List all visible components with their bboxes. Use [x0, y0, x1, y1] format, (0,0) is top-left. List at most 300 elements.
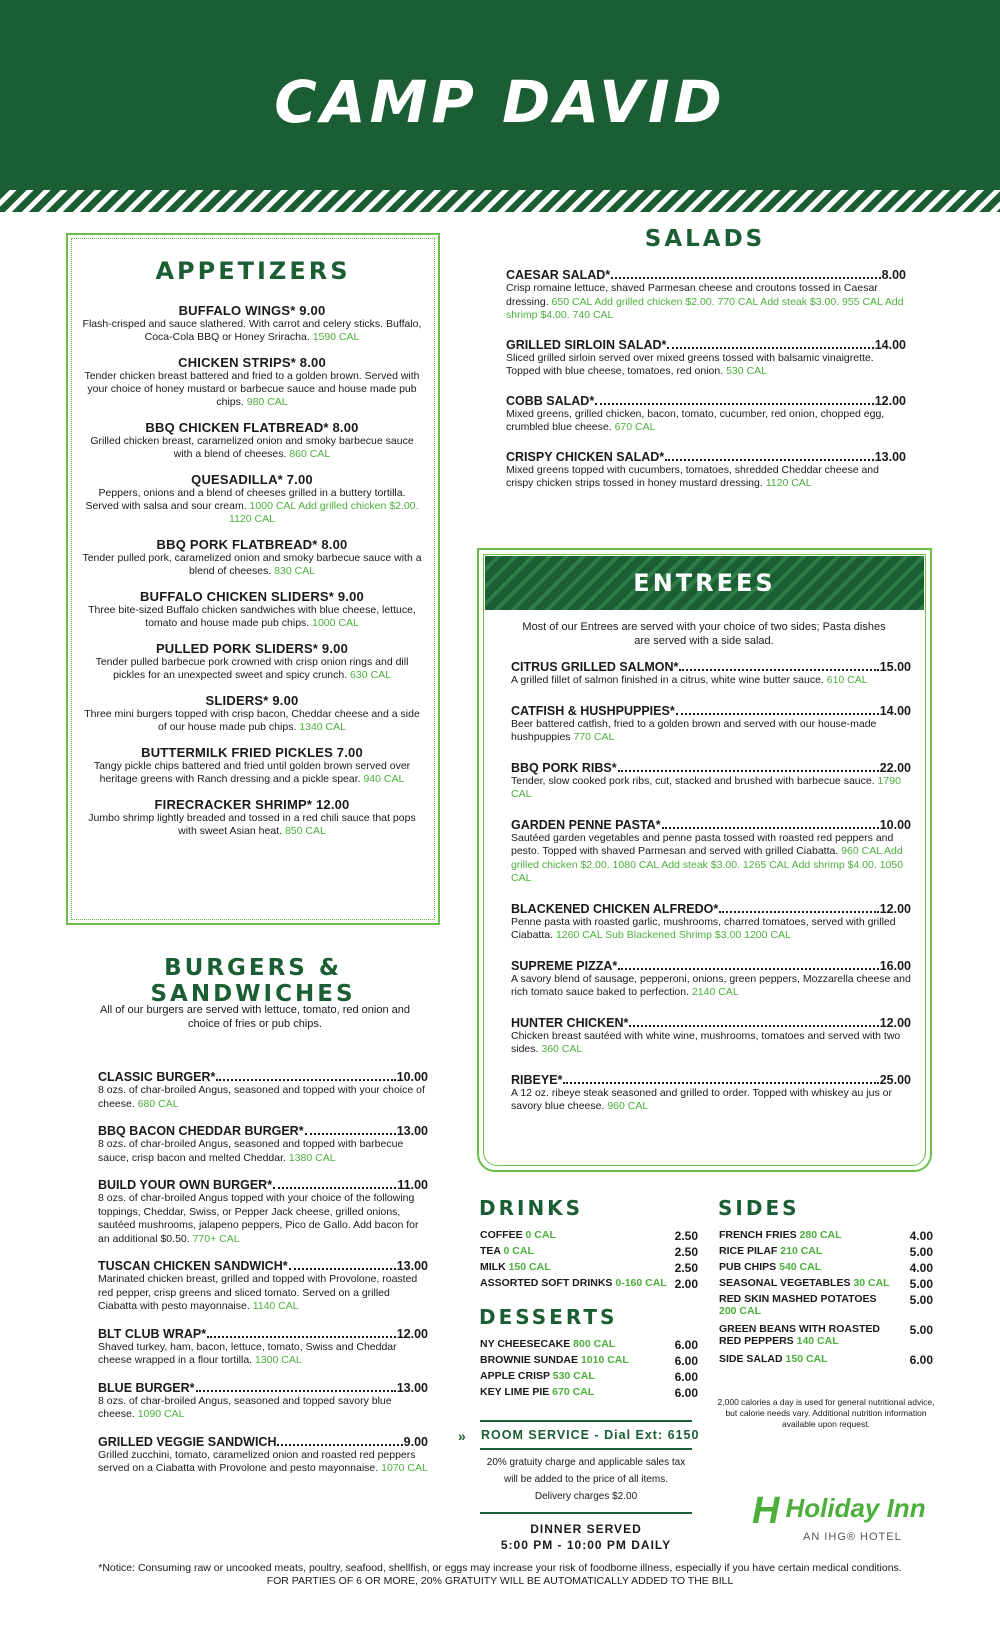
- entrees-box: [477, 548, 932, 1172]
- entree-item: [511, 660, 911, 688]
- appetizer-description: [82, 708, 422, 734]
- appetizer-description: [82, 318, 422, 344]
- salad-desc-text: Mixed greens topped with cucumbers, tomatoes, shredded Cheddar cheese and crispy chicken strips tossed in honey mustard dressing.: [506, 463, 879, 489]
- entree-item: [511, 704, 911, 745]
- side-name: SIDE SALAD: [719, 1353, 783, 1365]
- drink-row: [480, 1277, 698, 1293]
- appetizer-item: [82, 355, 422, 409]
- entree-price: 25.00: [879, 1072, 911, 1087]
- side-calories: 200 CAL: [719, 1305, 762, 1317]
- appetizer-calories: 860 CAL: [289, 448, 331, 460]
- dessert-label: [480, 1338, 615, 1354]
- drink-label: [480, 1261, 551, 1277]
- appetizer-calories: 1340 CAL: [299, 721, 346, 733]
- entree-name: BLACKENED CHICKEN ALFREDO*: [511, 901, 719, 916]
- dot-leader: [563, 1073, 878, 1084]
- dot-leader: [196, 1381, 396, 1392]
- burger-item: [98, 1381, 428, 1422]
- salad-title-row: [506, 394, 906, 408]
- dessert-name: APPLE CRISP: [480, 1370, 550, 1382]
- dinner-time: 5:00 PM - 10:00 PM DAILY: [500, 1538, 672, 1552]
- dot-leader: [618, 761, 879, 772]
- side-row: [719, 1261, 933, 1277]
- burger-calories: 1300 CAL: [255, 1354, 302, 1366]
- appetizer-calories: 630 CAL: [350, 669, 391, 681]
- entree-name: CITRUS GRILLED SALMON*: [511, 660, 679, 674]
- restaurant-title: CAMP DAVID: [274, 68, 726, 136]
- appetizer-description: [82, 812, 422, 838]
- salad-description: [506, 352, 906, 379]
- dessert-label: [480, 1354, 629, 1370]
- burger-name: BLUE BURGER*: [98, 1380, 195, 1395]
- side-calories: 210 CAL: [780, 1245, 823, 1257]
- salad-item: [506, 268, 906, 323]
- side-name: PUB CHIPS: [719, 1261, 777, 1273]
- entree-name: HUNTER CHICKEN*: [511, 1015, 629, 1030]
- burger-description: [98, 1084, 428, 1111]
- dessert-row: [480, 1338, 698, 1354]
- entree-title-row: [511, 660, 911, 674]
- gratuity-text: 20% gratuity charge and applicable sales tax will be added to the price of all items.: [486, 1457, 686, 1485]
- appetizer-item: [82, 420, 422, 461]
- appetizer-item: [82, 693, 422, 734]
- appetizer-description: [82, 604, 422, 630]
- entrees-note: Most of our Entrees are served with your choice of two sides; Pasta dishes are served with a side salad.: [522, 621, 886, 647]
- side-price: 4.00: [909, 1229, 933, 1243]
- burger-item: [98, 1124, 428, 1165]
- entree-desc-text: A grilled fillet of salmon finished in a citrus, white wine butter sauce.: [511, 674, 824, 686]
- appetizer-calories: 850 CAL: [284, 825, 326, 837]
- dessert-name: BROWNIE SUNDAE: [480, 1354, 579, 1366]
- appetizer-desc-text: Tender pulled pork, caramelized onion and smoky barbecue sauce with a blend of cheeses.: [82, 552, 422, 577]
- entree-title-row: [511, 1073, 911, 1087]
- side-calories: 150 CAL: [785, 1353, 828, 1365]
- salad-desc-text: Crisp romaine lettuce, shaved Parmesan cheese and croutons tossed in Caesar dressing.: [506, 282, 878, 308]
- dessert-label: [480, 1370, 595, 1386]
- entree-price: 16.00: [879, 958, 911, 973]
- entree-desc-text: Beer battered catfish, fried to a golden brown and served with our house-made hushpuppies: [511, 717, 877, 743]
- dessert-price: 6.00: [674, 1386, 698, 1400]
- burger-item: [98, 1259, 428, 1314]
- entree-price: 10.00: [879, 817, 911, 832]
- burger-calories: 1090 CAL: [137, 1408, 185, 1420]
- appetizer-calories: 940 CAL: [363, 773, 405, 785]
- entree-price: 12.00: [879, 901, 911, 916]
- holiday-inn-logo: [752, 1490, 926, 1533]
- dot-leader: [305, 1124, 396, 1135]
- appetizer-desc-text: Tender pulled barbecue pork crowned with crisp onion rings and dill pickles for an unexpected sweet and spicy crunch.: [95, 656, 409, 681]
- salad-item: [506, 450, 906, 491]
- burger-title-row: [98, 1178, 428, 1192]
- side-calories: 30 CAL: [853, 1277, 890, 1289]
- burger-item: [98, 1178, 428, 1246]
- burger-name: GRILLED VEGGIE SANDWICH: [98, 1434, 277, 1449]
- drink-row: [480, 1245, 698, 1261]
- entree-calories: 960 CAL Add grilled chicken $2.00. 1080 CAL Add steak $3.00. 1265 CAL Add shrimp $4.00. 1050 CAL: [511, 845, 904, 884]
- appetizer-desc-text: Tangy pickle chips battered and fried until golden brown served over heritage greens with Ranch dressing and a pickle spear.: [93, 760, 411, 785]
- appetizer-name: QUESADILLA* 7.00: [191, 472, 313, 487]
- burger-price: 9.00: [403, 1434, 428, 1449]
- entree-desc-text: Chicken breast sautéed with white wine, mushrooms, tomatoes and served with two sides.: [511, 1029, 901, 1055]
- drink-label: [480, 1277, 667, 1293]
- dot-leader: [207, 1327, 396, 1338]
- entree-desc-text: A savory blend of sausage, pepperoni, onions, green peppers, Mozzarella cheese and rich tomato sauce baked to perfection.: [511, 972, 911, 998]
- salad-title-row: [506, 450, 906, 464]
- side-row: [719, 1323, 933, 1353]
- salad-item: [506, 394, 906, 435]
- side-calories: 280 CAL: [799, 1229, 842, 1241]
- dot-leader: [667, 338, 873, 349]
- appetizer-calories: 980 CAL: [246, 396, 288, 408]
- dot-leader: [676, 704, 879, 715]
- dessert-calories: 1010 CAL: [580, 1354, 629, 1366]
- salad-name: GRILLED SIRLOIN SALAD*: [506, 337, 667, 352]
- room-service-top-rule: [480, 1420, 692, 1422]
- appetizer-item: [82, 797, 422, 838]
- entree-price: 15.00: [879, 660, 911, 674]
- delivery-text: Delivery charges $2.00: [534, 1491, 638, 1502]
- drink-calories: 150 CAL: [508, 1261, 551, 1273]
- appetizers-title: APPETIZERS: [155, 257, 351, 285]
- appetizer-desc-text: Grilled chicken breast, caramelized onion and smoky barbecue sauce with a blend of cheeses.: [90, 435, 414, 460]
- appetizer-name: BUFFALO WINGS* 9.00: [178, 303, 326, 318]
- side-row: [719, 1245, 933, 1261]
- appetizer-desc-text: Peppers, onions and a blend of cheeses grilled in a buttery tortilla. Served with salsa and sour cream.: [85, 487, 406, 512]
- appetizer-description: [82, 760, 422, 786]
- entree-description: [511, 775, 911, 802]
- burger-item: [98, 1070, 428, 1111]
- burger-calories: 680 CAL: [137, 1097, 179, 1110]
- entree-calories: 1790 CAL: [511, 774, 901, 800]
- entree-title-row: [511, 704, 911, 718]
- dessert-calories: 530 CAL: [552, 1370, 595, 1382]
- salad-price: 12.00: [874, 393, 906, 408]
- desserts-title: DESSERTS: [479, 1305, 618, 1329]
- entree-title-row: [511, 761, 911, 775]
- appetizer-desc-text: Three mini burgers topped with crisp bacon, Cheddar cheese and a side of our house made pub chips.: [84, 708, 420, 733]
- entree-calories: 2140 CAL: [691, 986, 739, 998]
- salad-name: CAESAR SALAD*: [506, 268, 611, 282]
- dot-leader: [611, 268, 880, 279]
- burger-desc-text: Grilled zucchini, tomato, caramelized onion and roasted red peppers served on a Ciabatta with Provolone and pesto mayonnaise.: [98, 1448, 416, 1474]
- burger-title-row: [98, 1259, 428, 1273]
- dessert-price: 6.00: [674, 1354, 698, 1368]
- burger-desc-text: Marinated chicken breast, grilled and topped with Provolone, roasted red pepper, crisp greens and sliced tomato. Served on a grilled Ciabatta with pesto mayonnaise.: [98, 1273, 418, 1312]
- side-label: [719, 1353, 828, 1369]
- entree-item: [511, 902, 911, 943]
- side-label: [719, 1245, 822, 1261]
- entree-desc-text: Tender, slow cooked pork ribs, cut, stacked and brushed with barbecue sauce.: [511, 774, 875, 787]
- appetizer-name: BUTTERMILK FRIED PICKLES 7.00: [141, 745, 363, 760]
- appetizer-description: [82, 552, 422, 578]
- entree-description: [511, 916, 911, 943]
- salad-calories: 530 CAL: [726, 365, 767, 377]
- appetizer-name: SLIDERS* 9.00: [205, 693, 299, 708]
- appetizers-box: [66, 233, 440, 925]
- drink-name: TEA: [480, 1245, 501, 1257]
- dot-leader: [273, 1178, 396, 1189]
- dessert-name: KEY LIME PIE: [480, 1386, 550, 1398]
- appetizer-item: [82, 745, 422, 786]
- drink-label: [480, 1229, 556, 1245]
- burger-name: BUILD YOUR OWN BURGER*: [98, 1178, 273, 1192]
- burger-description: [98, 1273, 428, 1314]
- dot-leader: [662, 818, 879, 829]
- burger-name: TUSCAN CHICKEN SANDWICH*: [98, 1259, 288, 1273]
- drink-price: 2.00: [674, 1277, 698, 1291]
- salad-calories: 1120 CAL: [765, 477, 812, 489]
- menu-header: [0, 0, 1000, 190]
- dessert-calories: 670 CAL: [552, 1386, 595, 1398]
- appetizer-description: [82, 370, 422, 409]
- burger-name: BBQ BACON CHEDDAR BURGER*: [98, 1124, 304, 1138]
- entree-calories: 610 CAL: [826, 674, 868, 686]
- appetizer-desc-text: Flash-crisped and sauce slathered. With carrot and celery sticks. Buffalo, Coca-Cola BBQ or Honey Sriracha.: [82, 318, 422, 343]
- entree-item: [511, 1016, 911, 1057]
- appetizer-item: [82, 589, 422, 630]
- side-label: [719, 1323, 889, 1353]
- dessert-row: [480, 1370, 698, 1386]
- dessert-label: [480, 1386, 594, 1402]
- drinks-title: DRINKS: [479, 1196, 584, 1220]
- dot-leader: [216, 1070, 395, 1081]
- dessert-row: [480, 1386, 698, 1402]
- appetizer-description: [82, 435, 422, 461]
- side-row: [719, 1353, 933, 1369]
- burger-price: 13.00: [396, 1259, 428, 1273]
- entree-name: GARDEN PENNE PASTA*: [511, 817, 661, 832]
- dot-leader: [618, 959, 878, 970]
- dessert-calories: 800 CAL: [573, 1338, 616, 1350]
- salad-price: 13.00: [874, 449, 906, 464]
- burger-description: [98, 1449, 428, 1476]
- side-name: SEASONAL VEGETABLES: [719, 1277, 851, 1289]
- drink-name: COFFEE: [480, 1229, 523, 1241]
- burger-desc-text: 8 ozs. of char-broiled Angus, seasoned and topped with barbecue sauce, crisp bacon and melted Cheddar.: [98, 1138, 404, 1164]
- side-price: 5.00: [909, 1293, 933, 1307]
- drink-row: [480, 1229, 698, 1245]
- double-chevron-icon: »: [458, 1428, 466, 1444]
- salad-price: 14.00: [874, 337, 906, 352]
- burgers-list: [98, 1070, 428, 1489]
- salad-calories: 670 CAL: [614, 421, 656, 433]
- burger-desc-text: Shaved turkey, ham, bacon, lettuce, tomato, Swiss and Cheddar cheese wrapped in a flour tortilla.: [98, 1340, 397, 1366]
- room-service-label: ROOM SERVICE - Dial Ext: 6150: [481, 1428, 700, 1442]
- burger-description: [98, 1192, 428, 1246]
- burger-price: 12.00: [396, 1326, 428, 1341]
- drink-name: ASSORTED SOFT DRINKS: [480, 1277, 613, 1289]
- entree-desc-text: Sautéed garden vegetables and penne pasta tossed with roasted red peppers and pesto. Topped with shaved Parmesan and served with grilled Ciabatta.: [511, 831, 894, 857]
- entree-name: BBQ PORK RIBS*: [511, 760, 617, 775]
- burger-title-row: [98, 1070, 428, 1084]
- side-label: [719, 1261, 821, 1277]
- entree-title-row: [511, 902, 911, 916]
- salad-price: 8.00: [881, 268, 906, 282]
- burgers-title: BURGERS & SANDWICHES: [150, 955, 356, 1007]
- entree-title-row: [511, 1016, 911, 1030]
- salad-calories: 650 CAL Add grilled chicken $2.00. 770 CAL Add steak $3.00. 955 CAL Add shrimp $4.00. 740 CAL: [506, 295, 904, 321]
- entree-item: [511, 818, 911, 886]
- side-label: [719, 1229, 842, 1245]
- entree-description: [511, 973, 911, 1000]
- appetizer-desc-text: Three bite-sized Buffalo chicken sandwiches with blue cheese, lettuce, tomato and house made pub chips.: [88, 604, 416, 629]
- entree-name: SUPREME PIZZA*: [511, 958, 618, 973]
- dessert-price: 6.00: [674, 1338, 698, 1352]
- appetizer-item: [82, 537, 422, 578]
- side-name: GREEN BEANS WITH ROASTED RED PEPPERS: [719, 1323, 881, 1347]
- side-name: FRENCH FRIES: [719, 1229, 797, 1241]
- dot-leader: [719, 902, 879, 913]
- side-row: [719, 1293, 933, 1323]
- side-label: [719, 1293, 889, 1323]
- sides-title: SIDES: [718, 1196, 800, 1220]
- side-row: [719, 1277, 933, 1293]
- side-calories: 540 CAL: [779, 1261, 822, 1273]
- appetizer-desc-text: Tender chicken breast battered and fried to a golden brown. Served with your choice of honey mustard or barbecue sauce and house made pub chips.: [84, 370, 420, 408]
- dot-leader: [595, 394, 874, 405]
- entree-price: 12.00: [879, 1015, 911, 1030]
- burger-title-row: [98, 1381, 428, 1395]
- sides-list: [719, 1229, 933, 1369]
- burger-calories: 1070 CAL: [381, 1462, 428, 1474]
- burger-calories: 770+ CAL: [192, 1232, 240, 1245]
- dinner-hours: [480, 1521, 692, 1553]
- entree-description: [511, 1030, 911, 1057]
- entree-description: [511, 718, 911, 745]
- room-service-bottom-rule: [480, 1512, 692, 1514]
- burger-item: [98, 1435, 428, 1476]
- notice-line-2: FOR PARTIES OF 6 OR MORE, 20% GRATUITY WILL BE AUTOMATICALLY ADDED TO THE BILL: [266, 1575, 734, 1587]
- burger-name: CLASSIC BURGER*: [98, 1070, 216, 1084]
- side-row: [719, 1229, 933, 1245]
- appetizer-name: BBQ CHICKEN FLATBREAD* 8.00: [145, 420, 359, 435]
- drink-calories: 0 CAL: [525, 1229, 556, 1241]
- appetizer-item: [82, 641, 422, 682]
- side-calories: 140 CAL: [796, 1335, 839, 1347]
- salad-name: CRISPY CHICKEN SALAD*: [506, 449, 665, 464]
- salad-description: [506, 464, 906, 491]
- burger-desc-text: 8 ozs. of char-broiled Angus, seasoned and topped with your choice of cheese.: [98, 1084, 425, 1110]
- appetizer-calories: 1000 CAL Add grilled chicken $2.00. 1120 CAL: [229, 500, 419, 525]
- header-stripe-band: [0, 190, 1000, 212]
- side-name: RICE PILAF: [719, 1245, 778, 1257]
- burger-desc-text: 8 ozs. of char-broiled Angus, seasoned and topped savory blue cheese.: [98, 1394, 392, 1420]
- dot-leader: [665, 450, 874, 461]
- burger-title-row: [98, 1327, 428, 1341]
- side-label: [719, 1277, 890, 1293]
- drink-price: 2.50: [674, 1245, 698, 1259]
- burger-calories: 1140 CAL: [252, 1300, 299, 1312]
- dessert-name: NY CHEESECAKE: [480, 1338, 571, 1350]
- drink-calories: 0-160 CAL: [615, 1277, 667, 1289]
- entrees-list: [511, 660, 911, 1130]
- burger-price: 13.00: [396, 1124, 428, 1138]
- appetizer-name: BUFFALO CHICKEN SLIDERS* 9.00: [140, 589, 364, 604]
- salad-desc-text: Sliced grilled sirloin served over mixed greens tossed with balsamic vinaigrette. Topped with blue cheese, tomatoes, red onion.: [506, 351, 874, 377]
- appetizer-desc-text: Jumbo shrimp lightly breaded and tossed in a red chili sauce that pops with sweet Asian heat.: [88, 812, 416, 837]
- appetizer-description: [82, 656, 422, 682]
- burger-price: 11.00: [397, 1178, 428, 1192]
- appetizer-name: BBQ PORK FLATBREAD* 8.00: [156, 537, 348, 552]
- burger-name: BLT CLUB WRAP*: [98, 1326, 207, 1341]
- burger-price: 13.00: [396, 1380, 428, 1395]
- salads-list: [506, 268, 906, 506]
- salad-title-row: [506, 268, 906, 282]
- burger-description: [98, 1395, 428, 1422]
- calorie-note: 2,000 calories a day is used for general nutritional advice, but calorie needs vary. Additional nutrition information available upon request.: [717, 1397, 935, 1429]
- dessert-row: [480, 1354, 698, 1370]
- appetizer-item: [82, 303, 422, 344]
- burger-price: 10.00: [396, 1070, 428, 1084]
- side-price: 5.00: [909, 1277, 933, 1291]
- entree-desc-text: Penne pasta with roasted garlic, mushrooms, charred tomatoes, served with grilled Ciabatta.: [511, 915, 896, 941]
- entree-name: RIBEYE*: [511, 1072, 563, 1087]
- salads-title: SALADS: [644, 226, 766, 252]
- salad-desc-text: Mixed greens, grilled chicken, bacon, tomato, cucumber, red onion, chopped egg, crumbled blue cheese.: [506, 407, 885, 433]
- burgers-note: All of our burgers are served with lettuce, tomato, red onion and choice of fries or pub chips.: [99, 1004, 410, 1030]
- entree-price: 14.00: [879, 703, 911, 718]
- drink-row: [480, 1261, 698, 1277]
- appetizer-name: CHICKEN STRIPS* 8.00: [178, 355, 326, 370]
- dot-leader: [629, 1016, 878, 1027]
- drink-price: 2.50: [674, 1261, 698, 1275]
- burger-calories: 1380 CAL: [288, 1151, 336, 1164]
- side-price: 6.00: [909, 1353, 933, 1367]
- entree-calories: 770 CAL: [573, 731, 615, 743]
- entree-title-row: [511, 959, 911, 973]
- room-service-mid-rule: [480, 1448, 692, 1450]
- dinner-label: DINNER SERVED: [530, 1522, 642, 1536]
- holiday-inn-h-icon: H: [752, 1490, 780, 1532]
- appetizer-calories: 1590 CAL: [312, 331, 360, 343]
- drink-label: [480, 1245, 534, 1261]
- salad-title-row: [506, 338, 906, 352]
- entree-calories: 360 CAL: [541, 1043, 583, 1055]
- entree-name: CATFISH & HUSHPUPPIES*: [511, 703, 675, 718]
- appetizer-name: PULLED PORK SLIDERS* 9.00: [155, 641, 349, 656]
- side-price: 5.00: [909, 1245, 933, 1259]
- side-name: RED SKIN MASHED POTATOES: [719, 1293, 877, 1305]
- appetizer-name: FIRECRACKER SHRIMP* 12.00: [154, 797, 350, 812]
- entree-item: [511, 761, 911, 802]
- entree-price: 22.00: [879, 760, 911, 775]
- drink-name: MILK: [480, 1261, 506, 1273]
- dot-leader: [289, 1259, 396, 1270]
- appetizer-item: [82, 472, 422, 526]
- notice-line-1: *Notice: Consuming raw or uncooked meats, poultry, seafood, shellfish, or eggs may increase your risk of foodborne illness, especially if you have certain medical conditions.: [98, 1562, 902, 1574]
- entrees-title: ENTREES: [633, 569, 776, 597]
- entree-calories: 960 CAL: [607, 1100, 649, 1112]
- side-price: 4.00: [909, 1261, 933, 1275]
- drink-price: 2.50: [674, 1229, 698, 1243]
- desserts-list: [480, 1338, 698, 1402]
- burger-title-row: [98, 1124, 428, 1138]
- entree-calories: 1260 CAL Sub Blackened Shrimp $3.00 1200 CAL: [555, 929, 791, 941]
- entrees-header-band: [485, 556, 924, 610]
- appetizer-calories: 1000 CAL: [312, 617, 359, 629]
- food-safety-notice: [40, 1562, 960, 1588]
- entree-title-row: [511, 818, 911, 832]
- room-service-info: [480, 1454, 692, 1505]
- entree-description: [511, 674, 911, 688]
- side-price: 5.00: [909, 1323, 933, 1337]
- burger-item: [98, 1327, 428, 1368]
- appetizer-description: [82, 487, 422, 526]
- appetizer-calories: 830 CAL: [274, 565, 316, 577]
- entree-item: [511, 959, 911, 1000]
- burger-description: [98, 1138, 428, 1165]
- salad-description: [506, 408, 906, 435]
